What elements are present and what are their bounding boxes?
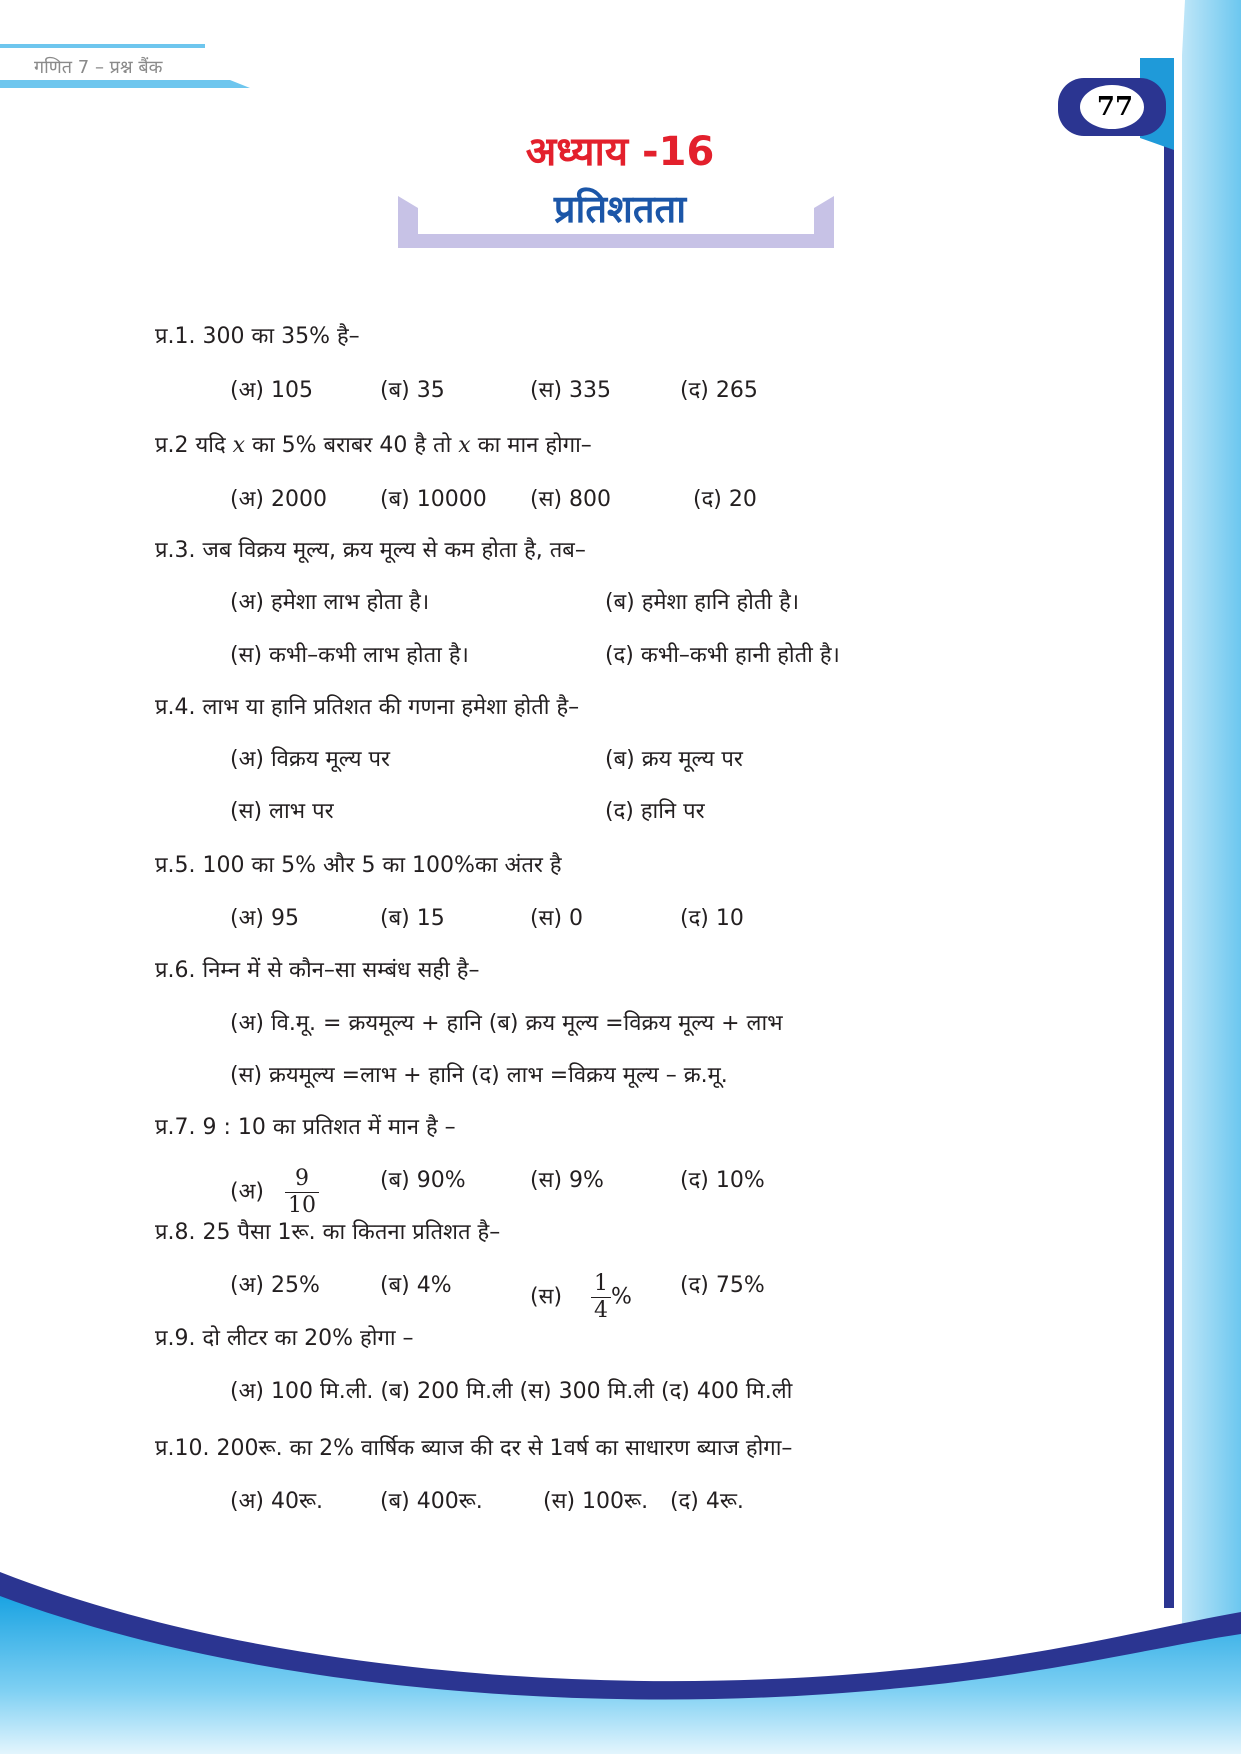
question-number: प्र.4. bbox=[155, 695, 196, 720]
option-row-2: (स) क्रयमूल्य =लाभ + हानि (द) लाभ =विक्रय मूल्य – क्र.मू. bbox=[230, 1063, 728, 1088]
question-text: लाभ या हानि प्रतिशत की गणना हमेशा होती है– bbox=[202, 695, 580, 720]
option-a: (अ) 40रू. bbox=[230, 1489, 324, 1514]
question-text: 25 पैसा 1रू. का कितना प्रतिशत है– bbox=[202, 1220, 501, 1245]
denominator: 4 bbox=[594, 1298, 609, 1323]
option-row: (अ) 100 मि.ली. (ब) 200 मि.ली (स) 300 मि.ली (द) 400 मि.ली bbox=[230, 1379, 793, 1404]
question-text: यदि bbox=[195, 433, 226, 458]
question-number: प्र.1. bbox=[155, 324, 196, 349]
question-text: 300 का 35% है– bbox=[202, 324, 360, 349]
chapter-title: अध्याय -16 bbox=[525, 129, 715, 175]
bottom-wave-decoration bbox=[0, 1560, 1241, 1754]
option-c: (स) लाभ पर bbox=[230, 799, 334, 824]
option-c: (स) 800 bbox=[530, 487, 612, 512]
question-number: प्र.6. bbox=[155, 958, 196, 983]
question-text: निम्न में से कौन–सा सम्बंध सही है– bbox=[202, 958, 480, 983]
option-d: (द) हानि पर bbox=[605, 799, 705, 824]
question-text: 9 : 10 का प्रतिशत में मान है – bbox=[202, 1115, 456, 1140]
question-8 bbox=[155, 1218, 500, 1248]
denominator: 10 bbox=[287, 1193, 316, 1218]
option-a: (अ) 95 bbox=[230, 906, 299, 931]
option-c: (स) कभी–कभी लाभ होता है। bbox=[230, 643, 469, 668]
option-b: (ब) 4% bbox=[380, 1273, 452, 1298]
option-a: (अ) 2000 bbox=[230, 487, 327, 512]
numerator: 9 bbox=[285, 1166, 319, 1193]
question-text: दो लीटर का 20% होगा – bbox=[202, 1326, 414, 1351]
option-a bbox=[230, 1166, 319, 1219]
question-number: प्र.8. bbox=[155, 1220, 196, 1245]
option-b: (ब) 10000 bbox=[380, 487, 487, 512]
option-a: (अ) 25% bbox=[230, 1273, 320, 1298]
option-a: (अ) हमेशा लाभ होता है। bbox=[230, 590, 430, 615]
numerator: 1 bbox=[591, 1271, 611, 1298]
question-text: जब विक्रय मूल्य, क्रय मूल्य से कम होता है, तब– bbox=[202, 538, 586, 563]
question-7 bbox=[155, 1113, 456, 1143]
page-number: 77 bbox=[1096, 92, 1134, 122]
option-c: (स) 0 bbox=[530, 906, 584, 931]
question-number: प्र.2 bbox=[155, 433, 189, 458]
option-c bbox=[530, 1271, 632, 1324]
option-a: (अ) विक्रय मूल्य पर bbox=[230, 747, 391, 772]
question-10 bbox=[155, 1434, 792, 1464]
question-9 bbox=[155, 1324, 414, 1354]
question-number: प्र.7. bbox=[155, 1115, 196, 1140]
question-2 bbox=[155, 431, 592, 461]
option-row-1: (अ) वि.मू. = क्रयमूल्य + हानि (ब) क्रय मूल्य =विक्रय मूल्य + लाभ bbox=[230, 1011, 783, 1036]
option-b: (ब) 90% bbox=[380, 1168, 466, 1193]
question-6 bbox=[155, 956, 479, 986]
option-label: (अ) bbox=[230, 1179, 264, 1205]
option-label: (स) bbox=[530, 1284, 563, 1310]
question-text: का मान होगा– bbox=[477, 433, 592, 458]
option-d: (द) 4रू. bbox=[670, 1489, 744, 1514]
option-d: (द) 265 bbox=[680, 378, 758, 403]
question-text: का 5% बराबर 40 है तो bbox=[252, 433, 452, 458]
percent-sign: % bbox=[611, 1284, 632, 1310]
question-number: प्र.10. bbox=[155, 1436, 210, 1461]
question-1 bbox=[155, 322, 360, 352]
option-a: (अ) 105 bbox=[230, 378, 313, 403]
question-5 bbox=[155, 851, 562, 881]
question-number: प्र.3. bbox=[155, 538, 196, 563]
option-d: (द) 20 bbox=[693, 487, 757, 512]
option-b: (ब) 35 bbox=[380, 378, 445, 403]
question-number: प्र.5. bbox=[155, 853, 196, 878]
side-decoration bbox=[1040, 0, 1241, 1754]
variable-x: x bbox=[458, 433, 471, 458]
option-b: (ब) हमेशा हानि होती है। bbox=[605, 590, 800, 615]
option-d: (द) कभी–कभी हानी होती है। bbox=[605, 643, 840, 668]
option-b: (ब) 400रू. bbox=[380, 1489, 483, 1514]
question-3 bbox=[155, 536, 586, 566]
question-number: प्र.9. bbox=[155, 1326, 196, 1351]
chapter-subtitle: प्रतिशतता bbox=[553, 187, 687, 231]
variable-x: x bbox=[232, 433, 246, 458]
running-title: गणित 7 – प्रश्न बैंक bbox=[34, 57, 163, 78]
question-4 bbox=[155, 693, 579, 723]
question-text: 200रू. का 2% वार्षिक ब्याज की दर से 1वर्ष का साधारण ब्याज होगा– bbox=[216, 1436, 793, 1461]
option-c: (स) 9% bbox=[530, 1168, 604, 1193]
fraction bbox=[285, 1166, 319, 1219]
option-d: (द) 10% bbox=[680, 1168, 765, 1193]
question-text: 100 का 5% और 5 का 100%का अंतर है bbox=[202, 853, 562, 878]
option-d: (द) 10 bbox=[680, 906, 744, 931]
option-c: (स) 100रू. bbox=[543, 1489, 649, 1514]
option-b: (ब) 15 bbox=[380, 906, 445, 931]
option-c: (स) 335 bbox=[530, 378, 612, 403]
option-b: (ब) क्रय मूल्य पर bbox=[605, 747, 743, 772]
fraction bbox=[591, 1271, 611, 1324]
option-d: (द) 75% bbox=[680, 1273, 765, 1298]
